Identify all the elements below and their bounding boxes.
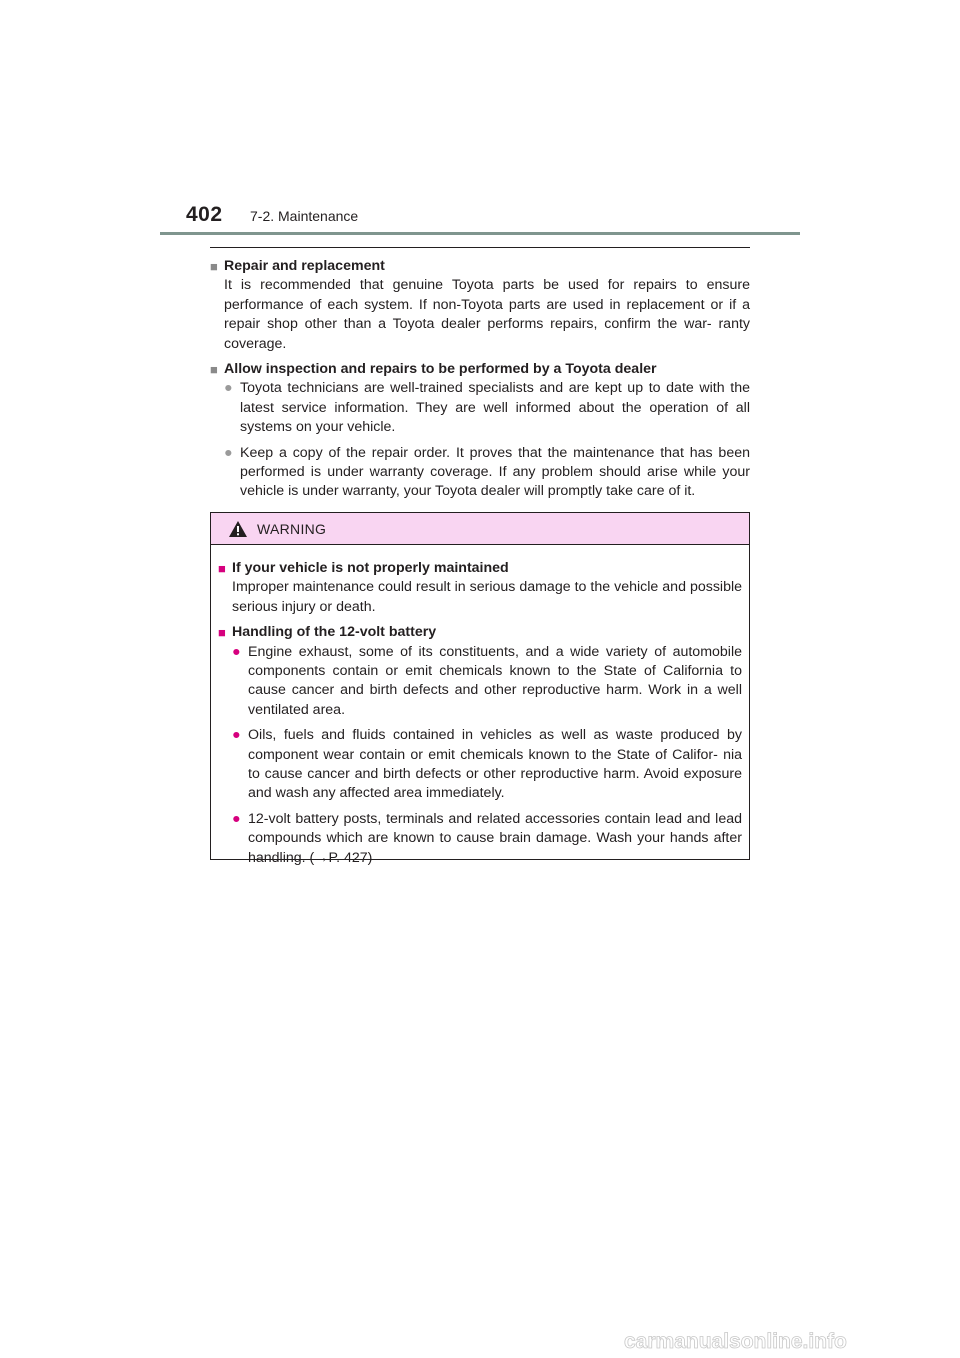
list-item bbox=[224, 444, 750, 502]
list-item-text: 12-volt battery posts, terminals and related accessories contain lead and lead compounds which are known to cause brain damage. Wash your hands after handling. (→P. 427) bbox=[248, 810, 742, 866]
square-bullet-icon: ■ bbox=[210, 259, 218, 274]
heading-text: Handling of the 12-volt battery bbox=[232, 624, 437, 641]
circle-bullet-icon: ● bbox=[224, 380, 233, 397]
page-number: 402 bbox=[186, 203, 223, 226]
section-heading-inspection bbox=[210, 360, 750, 379]
square-bullet-icon: ■ bbox=[218, 625, 226, 641]
watermark-text: carmanualsonline.info bbox=[624, 1330, 847, 1353]
list-item-text: Toyota technicians are well-trained specialists and are kept up to date with the latest service information. They are well informed about the operation of all systems on your vehicle. bbox=[240, 380, 750, 436]
main-content bbox=[210, 247, 750, 508]
warning-body bbox=[211, 545, 749, 868]
watermark bbox=[624, 1328, 954, 1354]
list-item-text: Engine exhaust, some of its constituents, and a wide variety of automobile components contain or emit chemicals known to the State of California to cause cancer and birth defects and other reproductive harm. Work in a well ventilated area. bbox=[248, 643, 742, 718]
heading-text: Allow inspection and repairs to be performed by a Toyota dealer bbox=[224, 361, 657, 378]
list-item bbox=[232, 726, 742, 804]
circle-bullet-icon: ● bbox=[224, 444, 233, 461]
square-bullet-icon: ■ bbox=[218, 561, 226, 576]
warning-paragraph: Improper maintenance could result in serious damage to the vehicle and possible serious injury or death. bbox=[232, 579, 742, 615]
heading-text: If your vehicle is not properly maintained bbox=[232, 560, 509, 576]
list-item bbox=[232, 643, 742, 721]
list-item-text: Keep a copy of the repair order. It proves that the maintenance that has been performed is under warranty coverage. If any problem should arise while your vehicle is under warranty, your Toyota dealer will promptly take care of it. bbox=[240, 444, 750, 500]
header-rule bbox=[160, 232, 800, 235]
square-bullet-icon: ■ bbox=[210, 362, 218, 378]
warning-triangle-icon bbox=[229, 521, 247, 537]
warning-box bbox=[210, 512, 750, 866]
list-item-text: Oils, fuels and fluids contained in vehicles as well as waste produced by component wear contain or emit chemicals known to the State of Califor- nia to cause cancer and birth defects or other reproductive harm. Avoid exposure and wash any affected area immediately. bbox=[248, 727, 742, 802]
circle-bullet-icon: ● bbox=[232, 643, 241, 660]
content-divider bbox=[210, 247, 750, 248]
page-header bbox=[0, 0, 960, 240]
warning-title: WARNING bbox=[257, 520, 327, 537]
list-item bbox=[224, 379, 750, 437]
section-heading-repair bbox=[210, 257, 750, 276]
section-title: 7-2. Maintenance bbox=[250, 208, 359, 224]
list-item bbox=[232, 810, 742, 868]
warning-header bbox=[211, 513, 749, 545]
paragraph-repair: It is recommended that genuine Toyota parts be used for repairs to ensure performance of each system. If non-Toyota parts are used in replacement or if a repair shop other than a Toyota dealer performs repairs, confirm the war- ranty coverage. bbox=[224, 277, 750, 352]
warning-heading-maintenance bbox=[218, 559, 742, 578]
circle-bullet-icon: ● bbox=[232, 727, 241, 744]
circle-bullet-icon: ● bbox=[232, 810, 241, 827]
heading-text: Repair and replacement bbox=[224, 258, 385, 274]
warning-heading-battery bbox=[218, 623, 742, 642]
